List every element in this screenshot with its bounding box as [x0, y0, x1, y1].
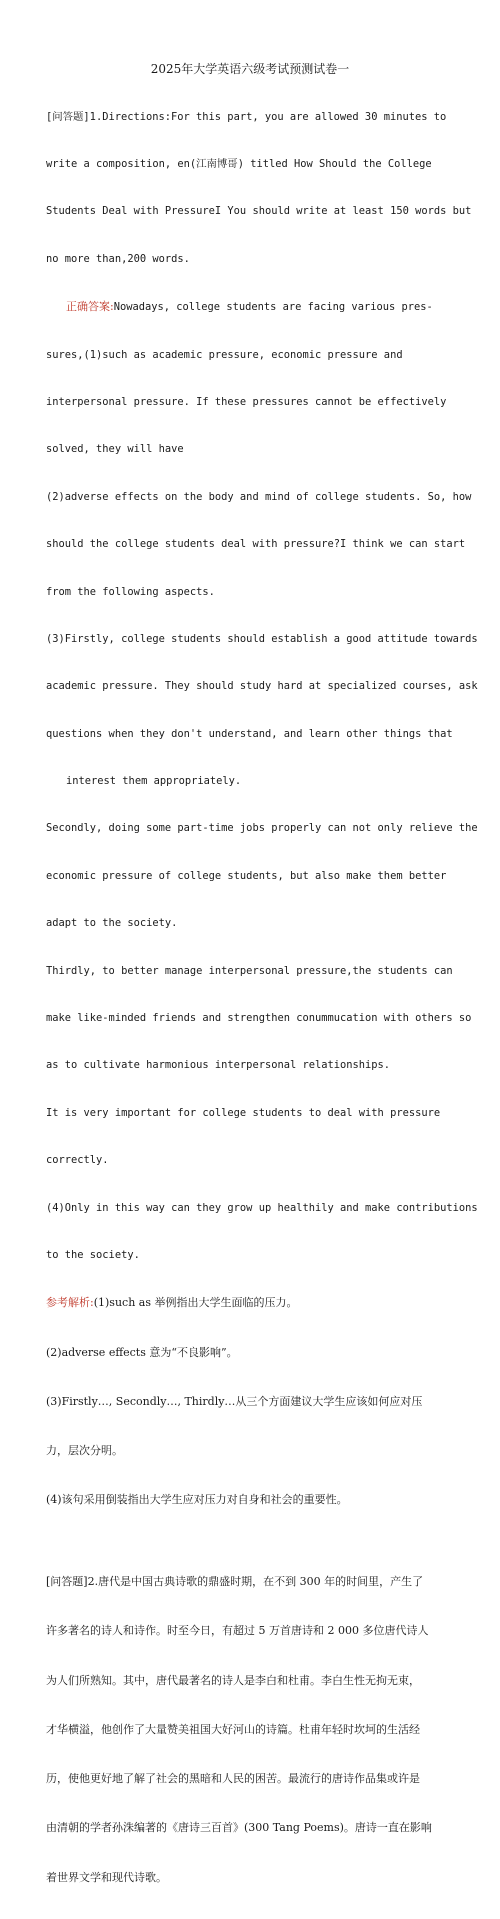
analysis-first-line — [46, 1295, 464, 1311]
question-2 — [46, 1541, 464, 1918]
essay-line: interpersonal pressure. If these pressures cannot be effectively — [46, 395, 447, 408]
document-body — [46, 78, 478, 1919]
essay-line: sures,(1)such as academic pressure, economic pressure and — [46, 348, 403, 361]
question-2-line: 历，使他更好地了解了社会的黑暗和人民的困苦。最流行的唐诗作品集或许是 — [46, 1772, 420, 1786]
question-2-line: [问答题]2.唐代是中国古典诗歌的鼎盛时期，在不到 300 年的时间里，产生了 — [46, 1575, 424, 1589]
answer-first-text: Nowadays, college students are facing various pres- — [113, 301, 433, 314]
essay-line: to the society. — [46, 1248, 140, 1261]
question-2-line: 为人们所熟知。其中，唐代最著名的诗人是李白和杜甫。李白生性无拘无束， — [46, 1673, 420, 1687]
essay-line: make like-minded friends and strengthen conummucation with others so — [46, 1012, 472, 1025]
analysis-label: 参考解析: — [46, 1296, 94, 1310]
page-title: 2025年大学英语六级考试预测试卷一 — [150, 62, 350, 76]
essay-line: should the college students deal with pressure?I think we can start — [46, 538, 466, 551]
essay-line: (4)Only in this way can they grow up healthily and make contributions — [46, 1201, 478, 1214]
question-2-line: 许多著名的诗人和诗作。时至今日，有超过 5 万首唐诗和 2 000 多位唐代诗人 — [46, 1624, 429, 1638]
essay-line: It is very important for college students to deal with pressure — [46, 1106, 441, 1119]
essay-line: Thirdly, to better manage interpersonal pressure,the students can — [46, 964, 453, 977]
essay-line: economic pressure of college students, but also make them better — [46, 869, 447, 882]
question-1-line: write a composition, en(江南博哥) titled How Should the College — [46, 157, 432, 170]
essay-line: solved, they will have — [46, 443, 184, 456]
essay-line: as to cultivate harmonious interpersonal relationships. — [46, 1059, 391, 1072]
question-1 — [46, 78, 472, 299]
essay-line: from the following aspects. — [46, 585, 215, 598]
analysis-line: (3)Firstly…, Secondly…, Thirdly…从三个方面建议大学生应该如何应对压 — [46, 1394, 423, 1408]
question-2-line: 着世界文学和现代诗歌。 — [46, 1870, 167, 1884]
essay-line: academic pressure. They should study hard at specialized courses, ask — [46, 680, 478, 693]
essay-line: (3)Firstly, college students should establish a good attitude towards — [46, 632, 478, 645]
essay-line: (2)adverse effects on the body and mind of college students. So, how — [46, 490, 472, 503]
question-2-line: 由清朝的学者孙洙编著的《唐诗三百首》(300 Tang Poems)。唐诗一直在影响 — [46, 1821, 432, 1835]
essay-line: interest them appropriately. — [66, 775, 242, 788]
answer-label: 正确答案: — [66, 300, 114, 314]
answer-first-line — [46, 299, 464, 316]
question-1-line: Students Deal with PressureI You should write at least 150 words but — [46, 205, 472, 218]
question-2-line: 才华横溢，他创作了大量赞美祖国大好河山的诗篇。杜甫年轻时坎坷的生活经 — [46, 1722, 420, 1736]
analysis-line: (2)adverse effects 意为“不良影响”。 — [46, 1345, 238, 1359]
essay-line: adapt to the society. — [46, 917, 178, 930]
essay-line: Secondly, doing some part-time jobs properly can not only relieve the — [46, 822, 478, 835]
analysis-first-text: (1)such as 举例指出大学生面临的压力。 — [93, 1296, 298, 1310]
analysis-line: (4)该句采用倒装指出大学生应对压力对自身和社会的重要性。 — [46, 1493, 348, 1507]
essay-line: correctly. — [46, 1154, 109, 1167]
analysis-line: 力，层次分明。 — [46, 1444, 123, 1458]
analysis — [46, 1312, 464, 1542]
essay — [46, 316, 478, 1295]
question-1-line: no more than,200 words. — [46, 252, 190, 265]
question-1-line: [问答题]1.Directions:For this part, you are allowed 30 minutes to — [46, 110, 447, 123]
essay-line: questions when they don't understand, and learn other things that — [46, 727, 453, 740]
